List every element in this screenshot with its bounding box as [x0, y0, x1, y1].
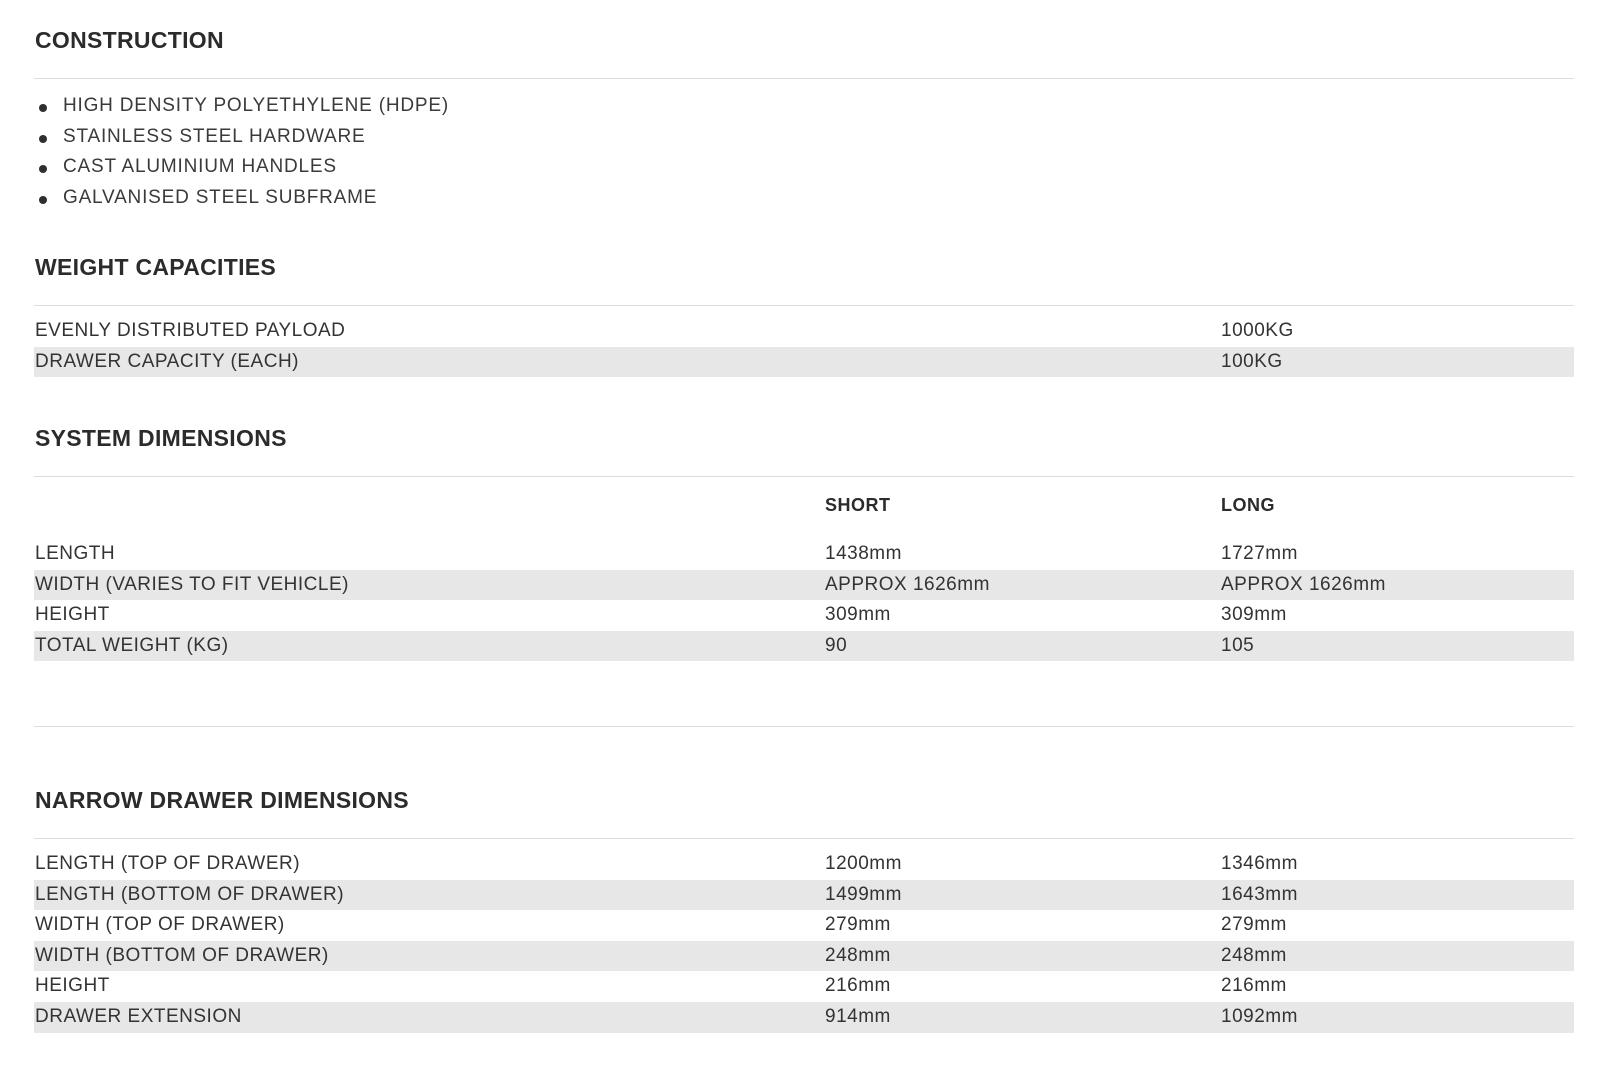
row-label: WIDTH (TOP OF DRAWER) — [35, 914, 285, 936]
row-long-value: 1727mm — [1221, 543, 1298, 564]
row-label: WIDTH (VARIES TO FIT VEHICLE) — [35, 573, 349, 595]
row-short-value: 1438mm — [825, 543, 902, 564]
table-row — [34, 971, 1574, 1002]
narrow-drawer-dimensions-table — [34, 849, 1574, 1033]
row-long-value: 1643mm — [1221, 883, 1298, 905]
system-dimensions-table — [34, 539, 1574, 661]
bullet-icon — [39, 104, 47, 112]
table-row — [34, 570, 1574, 601]
construction-item: HIGH DENSITY POLYETHYLENE (HDPE) — [35, 91, 449, 122]
row-long-value: 216mm — [1221, 975, 1287, 997]
row-short-value: 1200mm — [825, 853, 902, 874]
table-row — [34, 347, 1574, 378]
row-short-value: APPROX 1626mm — [825, 573, 990, 595]
row-label: TOTAL WEIGHT (KG) — [35, 634, 229, 656]
row-label: HEIGHT — [35, 604, 110, 626]
row-long-value: 105 — [1221, 634, 1255, 656]
bullet-icon — [39, 196, 47, 204]
row-short-value: 90 — [825, 634, 848, 656]
row-label: DRAWER EXTENSION — [35, 1005, 242, 1027]
row-short-value: 216mm — [825, 975, 891, 997]
section-divider — [34, 726, 1574, 727]
weight-capacities-divider — [34, 305, 1574, 306]
construction-item: GALVANISED STEEL SUBFRAME — [35, 183, 449, 214]
row-long-value: 279mm — [1221, 914, 1287, 936]
row-long-value: 309mm — [1221, 604, 1287, 626]
row-long-value: 248mm — [1221, 944, 1287, 966]
construction-list — [35, 91, 449, 213]
bullet-icon — [39, 135, 47, 143]
table-row — [34, 1002, 1574, 1033]
column-header-long: LONG — [1221, 495, 1275, 515]
weight-capacities-table — [34, 316, 1574, 377]
row-value: 1000KG — [1221, 320, 1294, 341]
row-label: LENGTH — [35, 543, 116, 564]
row-short-value: 914mm — [825, 1005, 891, 1027]
row-label: LENGTH (BOTTOM OF DRAWER) — [35, 883, 345, 905]
bullet-icon — [39, 165, 47, 173]
row-short-value: 309mm — [825, 604, 891, 626]
row-label: EVENLY DISTRIBUTED PAYLOAD — [35, 320, 346, 341]
narrow-drawer-dimensions-title: NARROW DRAWER DIMENSIONS — [35, 787, 409, 813]
system-dimensions-divider — [34, 476, 1574, 477]
row-short-value: 279mm — [825, 914, 891, 936]
row-long-value: 1092mm — [1221, 1005, 1298, 1027]
row-value: 100KG — [1221, 350, 1283, 372]
row-label: DRAWER CAPACITY (EACH) — [35, 350, 300, 372]
table-row — [34, 631, 1574, 662]
construction-divider — [34, 78, 1574, 79]
table-row — [34, 880, 1574, 911]
table-row — [34, 600, 1574, 631]
column-header-short: SHORT — [825, 495, 891, 515]
narrow-drawer-dimensions-divider — [34, 838, 1574, 839]
row-long-value: APPROX 1626mm — [1221, 573, 1386, 595]
table-row — [34, 539, 1574, 570]
row-short-value: 248mm — [825, 944, 891, 966]
construction-title: CONSTRUCTION — [35, 27, 224, 53]
weight-capacities-title: WEIGHT CAPACITIES — [35, 254, 277, 280]
table-row — [34, 849, 1574, 880]
table-row — [34, 910, 1574, 941]
construction-item: STAINLESS STEEL HARDWARE — [35, 122, 449, 153]
row-label: LENGTH (TOP OF DRAWER) — [35, 853, 301, 874]
row-label: WIDTH (BOTTOM OF DRAWER) — [35, 944, 329, 966]
row-long-value: 1346mm — [1221, 853, 1298, 874]
system-dimensions-title: SYSTEM DIMENSIONS — [35, 425, 287, 451]
row-label: HEIGHT — [35, 975, 110, 997]
table-row — [34, 941, 1574, 972]
construction-item: CAST ALUMINIUM HANDLES — [35, 152, 449, 183]
table-row — [34, 316, 1574, 347]
row-short-value: 1499mm — [825, 883, 902, 905]
